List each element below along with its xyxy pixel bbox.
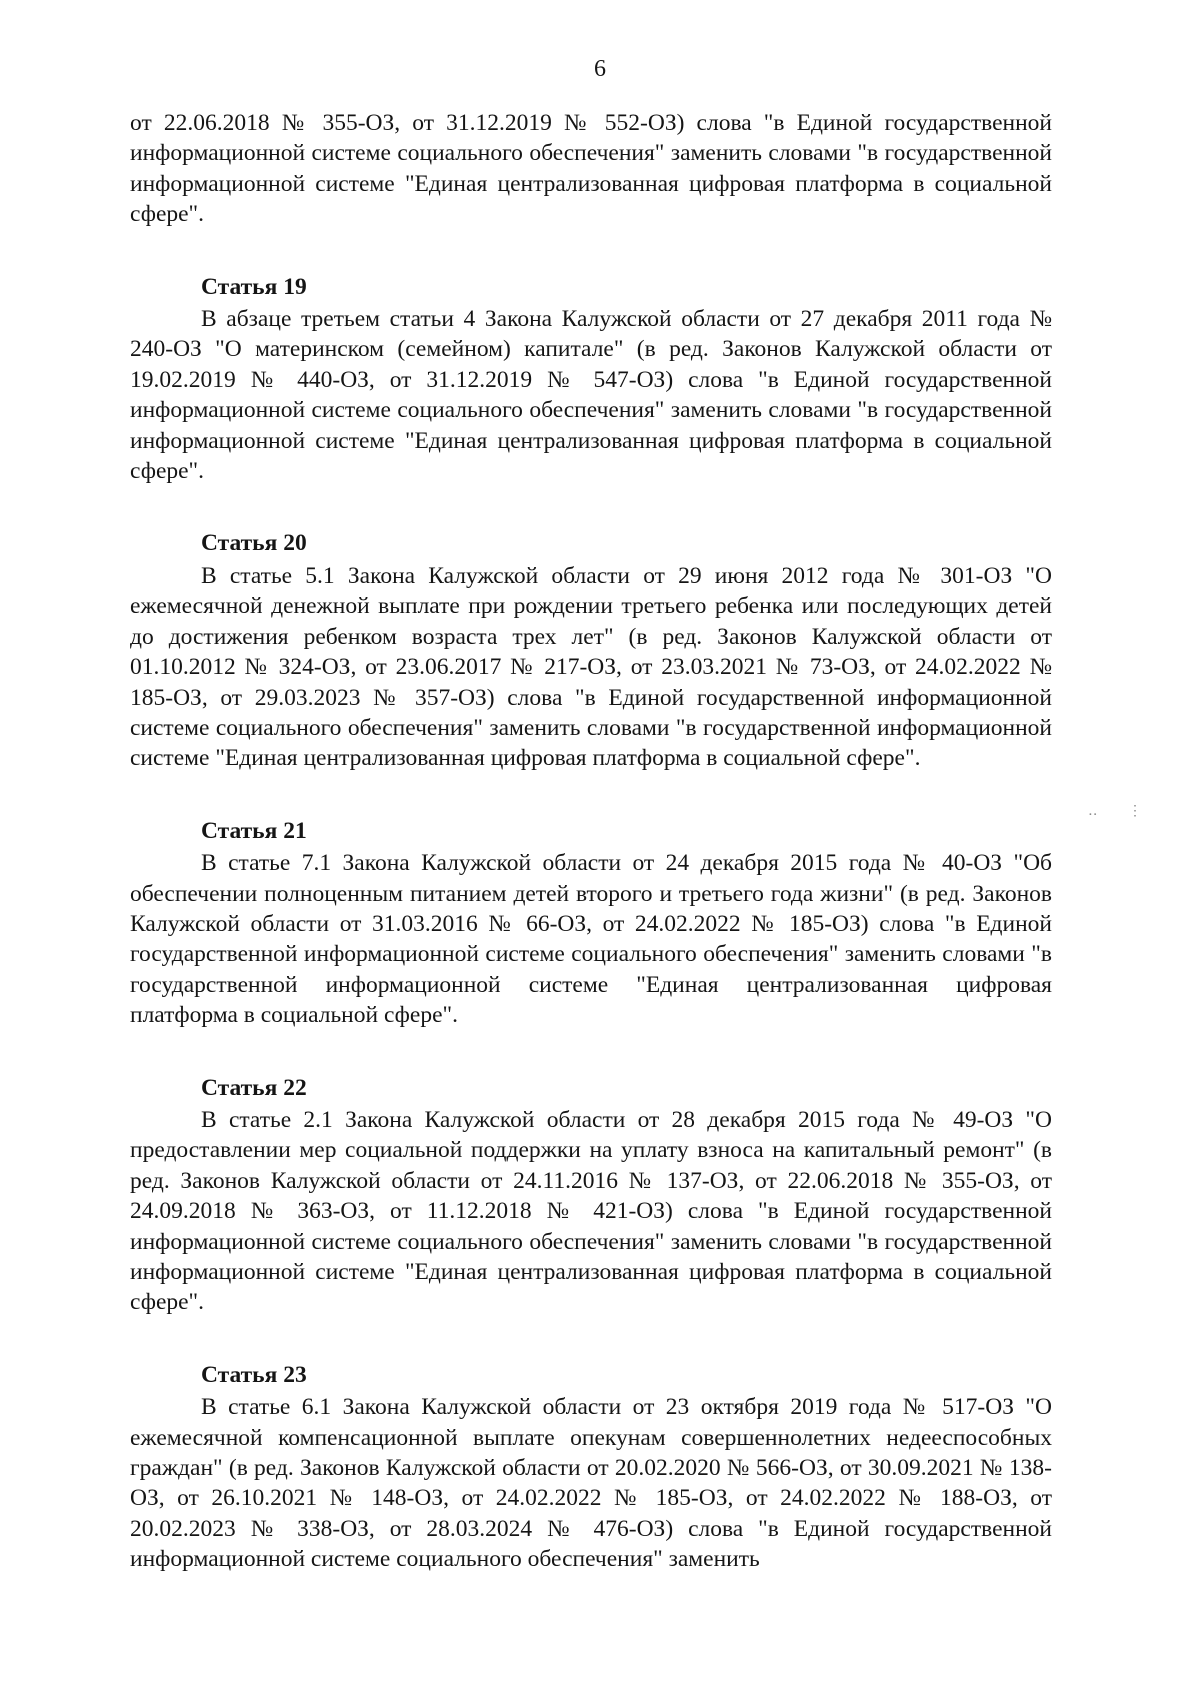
- page-number: 6: [594, 56, 606, 82]
- article-text: В статье 6.1 Закона Калужской области от 23 октября 2019 года № 517-ОЗ "О ежемесячной компенсационной выплате опекунам совершеннолетних недееспособных граждан" (в ред. Законов Калужской области от 20.02.2020 № 566-ОЗ, от 30.09.2021 № 138-ОЗ, от 26.10.2021 № 148-ОЗ, от 24.02.2022 № 185-ОЗ, от 24.02.2022 № 188-ОЗ, от 20.02.2023 № 338-ОЗ, от 28.03.2024 № 476-ОЗ) слова "в Единой государственной информационной системе социального обеспечения" заменить: [130, 1394, 1052, 1573]
- article-heading: Статья 23: [201, 1361, 307, 1388]
- article-text: В статье 7.1 Закона Калужской области от 24 декабря 2015 года № 40-ОЗ "Об обеспечении полноценным питанием детей второго и третьего года жизни" (в ред. Законов Калужской области от 31.03.2016 № 66-ОЗ, от 24.02.2022 № 185-ОЗ) слова "в Единой государственной информационной системе социального обеспечения" заменить словами "в государственной информационной системе "Единая централизованная цифровая платформа в социальной сфере".: [130, 850, 1052, 1029]
- document-body: [130, 108, 1052, 1575]
- article-19: [130, 272, 1052, 487]
- article-22: [130, 1073, 1052, 1318]
- article-text: В абзаце третьем статьи 4 Закона Калужской области от 27 декабря 2011 года № 240-ОЗ "О материнском (семейном) капитале" (в ред. Законов Калужской области от 19.02.2019 № 440-ОЗ, от 31.12.2019 № 547-ОЗ) слова "в Единой государственной информационной системе социального обеспечения" заменить словами "в государственной информационной системе "Единая централизованная цифровая платформа в социальной сфере".: [130, 306, 1052, 485]
- article-heading: Статья 20: [201, 530, 307, 557]
- scan-speck: ⋅⋅: [1088, 808, 1098, 823]
- article-text: В статье 5.1 Закона Калужской области от 29 июня 2012 года № 301-ОЗ "О ежемесячной денежной выплате при рождении третьего ребенка или последующих детей до достижения ребенком возраста трех лет" (в ред. Законов Калужской области от 01.10.2012 № 324-ОЗ, от 23.06.2017 № 217-ОЗ, от 23.03.2021 № 73-ОЗ, от 24.02.2022 № 185-ОЗ, от 29.03.2023 № 357-ОЗ) слова "в Единой государственной информационной системе социального обеспечения" заменить словами "в государственной информационной системе "Единая централизованная цифровая платформа в социальной сфере".: [130, 562, 1052, 772]
- article-heading: Статья 22: [201, 1074, 307, 1101]
- article-text: В статье 2.1 Закона Калужской области от 28 декабря 2015 года № 49-ОЗ "О предоставлении мер социальной поддержки на уплату взноса на капитальный ремонт" (в ред. Законов Калужской области от 24.11.2016 № 137-ОЗ, от 22.06.2018 № 355-ОЗ, от 24.09.2018 № 363-ОЗ, от 11.12.2018 № 421-ОЗ) слова "в Единой государственной информационной системе социального обеспечения" заменить словами "в государственной информационной системе "Единая централизованная цифровая платформа в социальной сфере".: [130, 1106, 1052, 1316]
- scan-speck: ⋮: [1128, 804, 1142, 819]
- article-heading: Статья 21: [201, 817, 307, 844]
- article-20: [130, 528, 1052, 773]
- intro-paragraph: от 22.06.2018 № 355-ОЗ, от 31.12.2019 № 552-ОЗ) слова "в Единой государственной информационной системе социального обеспечения" заменить словами "в государственной информационной системе "Единая централизованная цифровая платформа в социальной сфере".: [130, 110, 1052, 228]
- article-23: [130, 1360, 1052, 1575]
- article-21: [130, 816, 1052, 1031]
- article-heading: Статья 19: [201, 273, 307, 300]
